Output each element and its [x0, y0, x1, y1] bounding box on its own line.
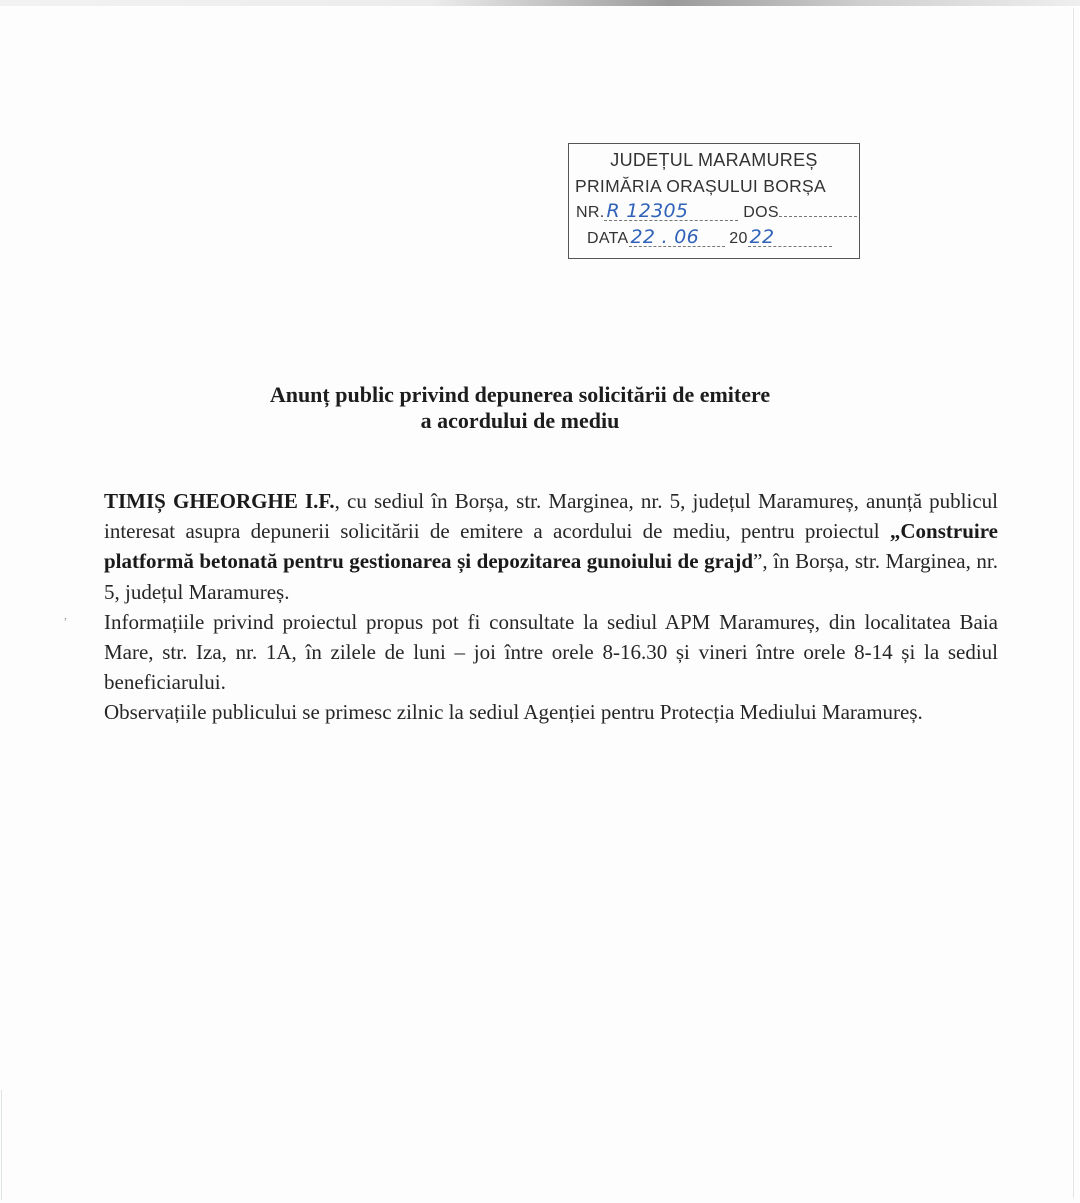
registration-stamp	[568, 143, 860, 259]
stamp-data-label: DATA	[587, 230, 629, 247]
stamp-year-value: 22	[748, 228, 832, 247]
scan-mark: ,	[64, 608, 67, 622]
scan-left-edge	[1, 1090, 2, 1200]
stamp-year-prefix: 20	[729, 230, 748, 247]
announcement-text-b: ”, în Borșa, str. Marginea, nr. 5, județul Maramureș.	[104, 549, 998, 604]
stamp-institution: PRIMĂRIA ORAȘULUI BORȘA	[575, 176, 826, 196]
stamp-nr-label: NR.	[576, 204, 605, 221]
document-title	[0, 382, 1040, 434]
stamp-date-row	[587, 228, 877, 248]
company-name: TIMIȘ GHEORGHE I.F.	[104, 489, 335, 513]
scan-top-edge	[0, 0, 1080, 6]
stamp-dos-blank	[779, 202, 857, 217]
title-line-1: Anunț public privind depunerea solicitării de emitere	[269, 382, 771, 407]
stamp-dos-label: DOS	[743, 204, 779, 221]
stamp-county: JUDEȚUL MARAMUREȘ	[610, 150, 818, 170]
stamp-number-row	[576, 202, 866, 222]
paragraph-announcement	[104, 486, 998, 607]
stamp-date-value: 22 . 06	[629, 228, 725, 247]
scan-right-edge	[1073, 8, 1074, 1198]
project-name: „Construire platformă betonată pentru gestionarea și depozitarea gunoiului de grajd	[104, 519, 998, 574]
title-line-2: a acordului de mediu	[420, 408, 620, 433]
stamp-nr-value: R 12305	[604, 202, 738, 221]
paragraph-observations: Observațiile publicului se primesc zilnic la sediul Agenției pentru Protecția Mediului Maramureș.	[104, 700, 923, 725]
document-body	[104, 486, 998, 728]
announcement-text-a: , cu sediul în Borșa, str. Marginea, nr. 5, județul Maramureș, anunță publicul interesat asupra depunerii solicitării de emitere a acordului de mediu, pentru proiectul	[104, 489, 999, 544]
paragraph-information: Informațiile privind proiectul propus pot fi consultate la sediul APM Maramureș, din localitatea Baia Mare, str. Iza, nr. 1A, în zilele de luni – joi între orele 8-16.30 și vineri între orele 8-14 și la sediul beneficiarului.	[104, 609, 998, 695]
